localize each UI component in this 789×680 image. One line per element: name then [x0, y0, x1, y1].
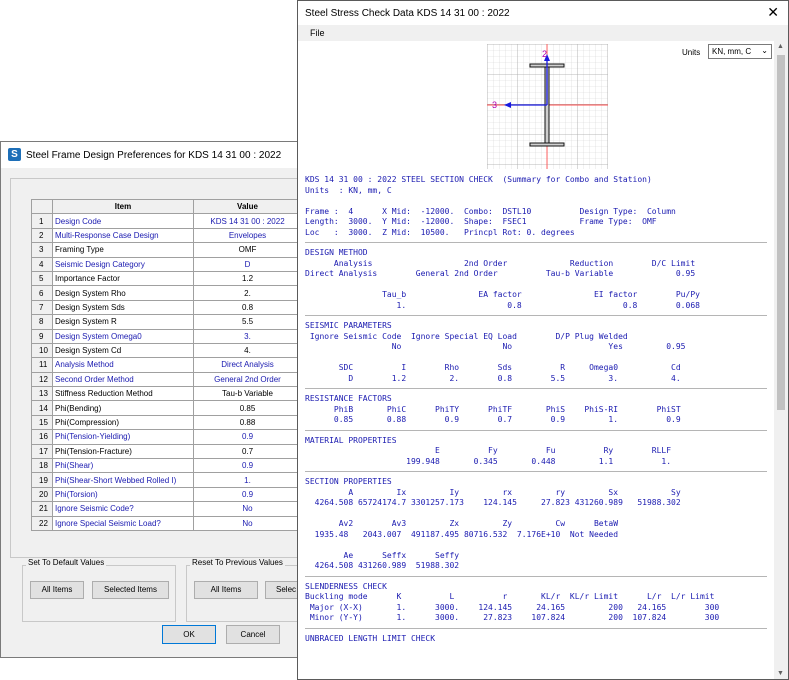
- report-line: Major (X-X) 1. 3000. 124.145 24.165 200 24.165 300: [305, 602, 720, 612]
- row-item: Stiffness Reduction Method: [53, 387, 194, 401]
- row-item: Framing Type: [53, 243, 194, 257]
- row-value[interactable]: KDS 14 31 00 : 2022: [194, 214, 302, 228]
- report-line: UNBRACED LENGTH LIMIT CHECK: [305, 633, 436, 643]
- grid-row[interactable]: [32, 315, 302, 329]
- report-line: Loc : 3000. Z Mid: 10500. Princpl Rot: 0. degrees: [305, 227, 575, 237]
- preferences-title: Steel Frame Design Preferences for KDS 14 31 00 : 2022: [26, 150, 282, 161]
- close-icon[interactable]: ✕: [767, 4, 779, 20]
- grid-row[interactable]: [32, 343, 302, 357]
- report-line: 4264.508 65724174.7 3301257.173 124.145 27.823 431260.989 51988.302: [305, 498, 681, 507]
- stress-check-report: [305, 175, 767, 644]
- report-line: 199.948 0.345 0.448 1.1 1.: [305, 456, 672, 466]
- row-value[interactable]: 5.5: [194, 315, 302, 329]
- preferences-grid: [31, 199, 302, 531]
- report-line: SECTION PROPERTIES: [305, 477, 392, 486]
- report-line: RESISTANCE FACTORS: [305, 394, 392, 403]
- row-number: 8: [32, 315, 53, 329]
- units-value: KN, mm, C: [712, 47, 752, 56]
- row-item: Phi(Tension-Yielding): [53, 430, 194, 444]
- ok-button[interactable]: OK: [162, 625, 216, 644]
- report-line: 1935.48 2043.007 491187.495 80716.532 7.176E+10 Not Needed: [305, 529, 619, 539]
- row-item: Design System Sds: [53, 300, 194, 314]
- section-diagram: [487, 44, 608, 169]
- grid-row[interactable]: [32, 430, 302, 444]
- row-item: Multi-Response Case Design: [53, 228, 194, 242]
- row-number: 14: [32, 401, 53, 415]
- report-line: KDS 14 31 00 : 2022 STEEL SECTION CHECK (Summary for Combo and Station): [305, 175, 652, 184]
- grid-row[interactable]: [32, 243, 302, 257]
- grid-row[interactable]: [32, 401, 302, 415]
- report-line: [305, 280, 767, 291]
- row-number: 17: [32, 444, 53, 458]
- row-number: 13: [32, 387, 53, 401]
- default-all-items-button[interactable]: All Items: [30, 581, 84, 599]
- report-line: SLENDERNESS CHECK: [305, 581, 387, 591]
- report-line: [305, 509, 767, 520]
- report-line: E Fy Fu Ry RLLF: [305, 446, 672, 455]
- grid-row[interactable]: [32, 459, 302, 473]
- grid-row[interactable]: [32, 286, 302, 300]
- report-line: [305, 540, 767, 551]
- report-line: D 1.2 2. 0.8 5.5 3. 4.: [305, 373, 681, 383]
- grid-row[interactable]: [32, 300, 302, 314]
- row-number: 2: [32, 228, 53, 242]
- grid-header-value: Value: [194, 200, 302, 214]
- report-line: Buckling mode K L r KL/r KL/r Limit L/r L/r Limit: [305, 592, 715, 601]
- grid-row[interactable]: [32, 257, 302, 271]
- row-value[interactable]: Envelopes: [194, 228, 302, 242]
- report-line: 0.85 0.88 0.9 0.7 0.9 1. 0.9: [305, 415, 681, 424]
- row-item: Design System R: [53, 315, 194, 329]
- grid-header-number: [32, 200, 53, 214]
- report-line: [305, 196, 767, 207]
- row-item: Ignore Seismic Code?: [53, 502, 194, 516]
- menu-file[interactable]: File: [310, 28, 325, 38]
- grid-header-item: Item: [53, 200, 194, 214]
- chevron-down-icon: ⌄: [761, 46, 768, 55]
- row-value[interactable]: 0.9: [194, 459, 302, 473]
- grid-header-row: [32, 200, 302, 214]
- design-preferences-window: [0, 141, 300, 658]
- row-number: 7: [32, 300, 53, 314]
- row-item: Ignore Special Seismic Load?: [53, 516, 194, 530]
- grid-row[interactable]: [32, 271, 302, 285]
- grid-row[interactable]: [32, 228, 302, 242]
- axis-2-label: 2: [542, 49, 548, 59]
- row-item: Design System Rho: [53, 286, 194, 300]
- row-value[interactable]: 0.9: [194, 430, 302, 444]
- stress-check-titlebar: [298, 1, 788, 25]
- vertical-scrollbar[interactable]: [774, 41, 788, 679]
- row-value[interactable]: 2.: [194, 286, 302, 300]
- set-default-label: Set To Default Values: [28, 558, 105, 567]
- grid-row[interactable]: [32, 487, 302, 501]
- report-line: Minor (Y-Y) 1. 3000. 27.823 107.824 200 107.824 300: [305, 613, 720, 622]
- app-logo-icon: S: [8, 148, 21, 161]
- row-item: Phi(Compression): [53, 415, 194, 429]
- row-item: Phi(Shear-Short Webbed Rolled I): [53, 473, 194, 487]
- grid-row[interactable]: [32, 214, 302, 228]
- row-number: 16: [32, 430, 53, 444]
- row-item: Design Code: [53, 214, 194, 228]
- report-line: No No Yes 0.95: [305, 342, 686, 351]
- grid-row[interactable]: [32, 516, 302, 530]
- row-number: 19: [32, 473, 53, 487]
- row-item: Design System Cd: [53, 343, 194, 357]
- row-number: 4: [32, 257, 53, 271]
- row-number: 3: [32, 243, 53, 257]
- row-value[interactable]: No: [194, 502, 302, 516]
- row-item: Seismic Design Category: [53, 257, 194, 271]
- row-number: 9: [32, 329, 53, 343]
- row-value[interactable]: 4.: [194, 343, 302, 357]
- report-line: A Ix Iy rx ry Sx Sy: [305, 487, 681, 497]
- report-line: MATERIAL PROPERTIES: [305, 435, 397, 445]
- row-number: 20: [32, 487, 53, 501]
- row-value[interactable]: 1.: [194, 473, 302, 487]
- report-line: Av2 Av3 Zx Zy Cw BetaW: [305, 519, 619, 528]
- row-item: Phi(Torsion): [53, 487, 194, 501]
- row-item: Phi(Bending): [53, 401, 194, 415]
- grid-body: [32, 214, 302, 531]
- previous-all-items-button[interactable]: All Items: [194, 581, 258, 599]
- row-value[interactable]: 0.8: [194, 300, 302, 314]
- grid-row[interactable]: [32, 387, 302, 401]
- row-number: 6: [32, 286, 53, 300]
- axis-3-label: 3: [492, 100, 498, 110]
- row-value[interactable]: 0.85: [194, 401, 302, 415]
- stress-check-window: [297, 0, 789, 680]
- row-value[interactable]: 0.9: [194, 487, 302, 501]
- row-value[interactable]: 3.: [194, 329, 302, 343]
- report-line: Ignore Seismic Code Ignore Special EQ Load D/P Plug Welded: [305, 331, 628, 341]
- report-line: PhiB PhiC PhiTY PhiTF PhiS PhiS-RI PhiST: [305, 404, 681, 414]
- row-number: 11: [32, 358, 53, 372]
- row-item: Design System Omega0: [53, 329, 194, 343]
- units-dropdown[interactable]: [708, 44, 772, 59]
- report-content: [299, 41, 774, 679]
- row-number: 18: [32, 459, 53, 473]
- preferences-titlebar: [1, 142, 299, 168]
- row-value[interactable]: No: [194, 516, 302, 530]
- row-number: 10: [32, 343, 53, 357]
- report-line: Length: 3000. Y Mid: -12000. Shape: FSEC1 Frame Type: OMF: [305, 217, 657, 226]
- reset-previous-label: Reset To Previous Values: [192, 558, 283, 567]
- report-line: Analysis 2nd Order Reduction D/C Limit: [305, 258, 696, 268]
- report-line: Frame : 4 X Mid: -12000. Combo: DSTL10 Design Type: Column: [305, 206, 676, 216]
- row-number: 1: [32, 214, 53, 228]
- row-item: Analysis Method: [53, 358, 194, 372]
- grid-row[interactable]: [32, 358, 302, 372]
- row-value[interactable]: Direct Analysis: [194, 358, 302, 372]
- report-line: Tau_b EA factor EI factor Pu/Py: [305, 290, 700, 299]
- report-line: SEISMIC PARAMETERS: [305, 321, 392, 330]
- row-item: Second Order Method: [53, 372, 194, 386]
- row-value[interactable]: 0.7: [194, 444, 302, 458]
- grid-row[interactable]: [32, 444, 302, 458]
- row-value[interactable]: 0.88: [194, 415, 302, 429]
- default-selected-items-button[interactable]: Selected Items: [92, 581, 169, 599]
- row-value[interactable]: Tau-b Variable: [194, 387, 302, 401]
- report-line: 4264.508 431260.989 51988.302: [305, 561, 460, 570]
- row-number: 5: [32, 271, 53, 285]
- report-line: Units : KN, mm, C: [305, 185, 392, 195]
- row-item: Importance Factor: [53, 271, 194, 285]
- cancel-button[interactable]: Cancel: [226, 625, 280, 644]
- grid-row[interactable]: [32, 473, 302, 487]
- scroll-up-icon[interactable]: ▲: [777, 43, 784, 50]
- report-line: SDC I Rho Sds R Omega0 Cd: [305, 363, 681, 372]
- row-value[interactable]: 1.2: [194, 271, 302, 285]
- previous-selected-items-button[interactable]: Selec: [265, 581, 301, 599]
- row-number: 21: [32, 502, 53, 516]
- row-value[interactable]: OMF: [194, 243, 302, 257]
- units-label: Units: [682, 48, 701, 57]
- grid-row[interactable]: [32, 372, 302, 386]
- scroll-down-icon[interactable]: ▼: [777, 670, 784, 677]
- grid-row[interactable]: [32, 502, 302, 516]
- menu-bar: [298, 25, 788, 41]
- row-number: 22: [32, 516, 53, 530]
- row-item: Phi(Tension-Fracture): [53, 444, 194, 458]
- scrollbar-thumb[interactable]: [777, 55, 785, 410]
- row-value[interactable]: General 2nd Order: [194, 372, 302, 386]
- report-line: Ae Seffx Seffy: [305, 550, 460, 560]
- row-item: Phi(Shear): [53, 459, 194, 473]
- row-number: 15: [32, 415, 53, 429]
- grid-row[interactable]: [32, 329, 302, 343]
- row-number: 12: [32, 372, 53, 386]
- grid-row[interactable]: [32, 415, 302, 429]
- stress-check-title: Steel Stress Check Data KDS 14 31 00 : 2022: [305, 8, 510, 19]
- row-value[interactable]: D: [194, 257, 302, 271]
- report-line: Direct Analysis General 2nd Order Tau-b Variable 0.95: [305, 269, 696, 278]
- report-line: [305, 353, 767, 364]
- report-line: 1. 0.8 0.8 0.068: [305, 300, 700, 310]
- report-line: DESIGN METHOD: [305, 248, 368, 257]
